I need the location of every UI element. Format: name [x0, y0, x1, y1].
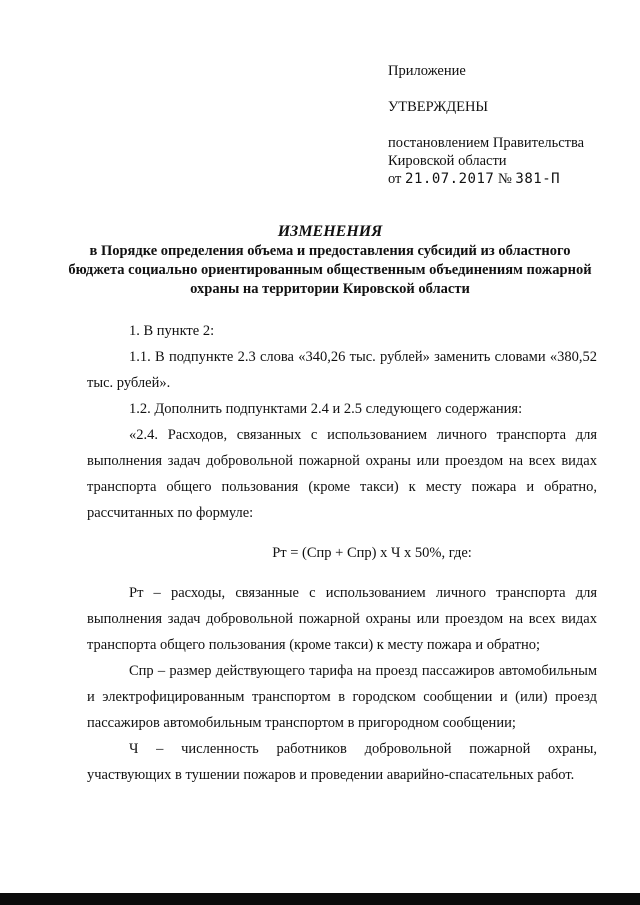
date-prefix: от: [388, 171, 402, 187]
document-title: ИЗМЕНЕНИЯ: [277, 223, 383, 240]
paragraph-1-2: 1.2. Дополнить подпунктами 2.4 и 2.5 следующего содержания:: [129, 401, 523, 417]
scan-bottom-edge: [0, 893, 640, 905]
paragraph-1-1: 1.1. В подпункте 2.3 слова «340,26 тыс. рублей» заменить словами «380,52 тыс. рублей».: [87, 349, 597, 391]
definition-ch: Ч – численность работников добровольной пожарной охраны, участвующих в тушении пожаров и проведении аварийно-спасательных работ.: [87, 741, 597, 783]
handwritten-number: 381-П: [515, 171, 561, 187]
resolution-line-2: Кировской области: [388, 153, 507, 169]
number-prefix: №: [497, 171, 512, 187]
document-body: [87, 318, 597, 788]
approved-label: УТВЕРЖДЕНЫ: [388, 99, 489, 115]
formula: Рт = (Спр + Спр) х Ч х 50%, где:: [272, 545, 472, 561]
document-subtitle: в Порядке определения объема и предоставления субсидий из областного бюджета социально ориентированным общественным объединениям пожарной охраны на территории Кировской области: [68, 243, 592, 297]
definition-rt: Рт – расходы, связанные с использованием личного транспорта для выполнения задач добровольной пожарной охраны или проездом на всех видах транспорта общего пользования (кроме такси) к месту пожара и обратно;: [87, 585, 597, 653]
date-number-line: [388, 170, 628, 188]
title-block: [60, 222, 600, 299]
appendix-label: Приложение: [388, 63, 466, 79]
paragraph-2-4: «2.4. Расходов, связанных с использованием личного транспорта для выполнения задач добровольной пожарной охраны или проездом на всех видах транспорта общего пользования (кроме такси) к месту пожара и обратно, рассчитанных по формуле:: [87, 427, 597, 521]
paragraph-1: 1. В пункте 2:: [129, 323, 215, 339]
definition-spr: Спр – размер действующего тарифа на проезд пассажиров автомобильным и электрофицированным транспортом в городском сообщении и (или) проезд пассажиров автомобильным транспортом в пригородном сообщении;: [87, 663, 597, 731]
handwritten-date: 21.07.2017: [405, 171, 495, 187]
approval-block: [388, 62, 628, 188]
resolution-line-1: постановлением Правительства: [388, 135, 585, 151]
